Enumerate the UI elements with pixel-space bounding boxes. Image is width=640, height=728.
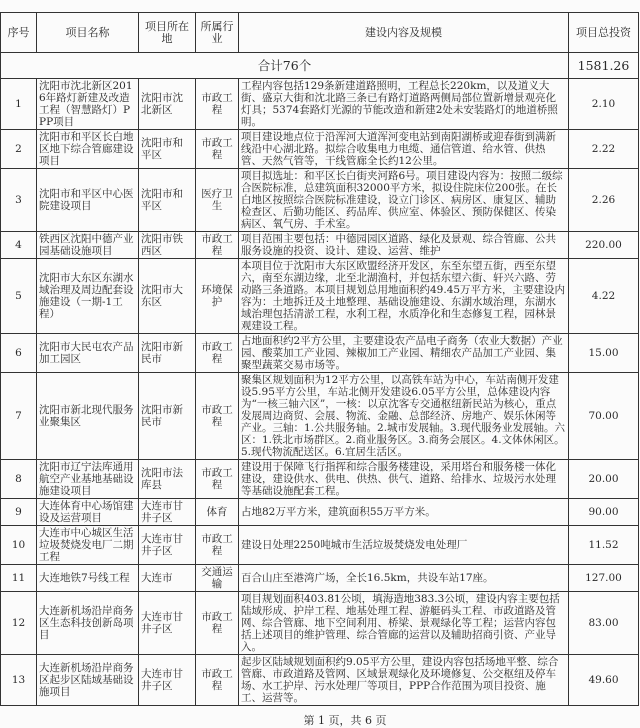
table-row (1, 499, 639, 526)
table-row (1, 460, 639, 499)
cell-name: 沈阳市大东区东湖水域治理及周边配套设施建设（一期-1工程） (37, 259, 139, 334)
header-investment: 项目总投资 (569, 13, 639, 53)
cell-content: 项目拟选址：和平区长白街夹河路6号。项目建设内容为：按照二级综合医院标准，总建筑面积32000平方米，拟设住院床位200张。在长白地区按照综合医院标准建设，设立门诊区、病房区、康复区、辅助检查区、后勤功能区、药品库、供应室、体验区、预防保健区、传染病区、氧气房、手术室。 (239, 169, 569, 232)
cell-name: 大连体育中心场馆建设及运营项目 (37, 499, 139, 526)
header-seq: 序号 (1, 13, 37, 53)
table-row (1, 526, 639, 565)
cell-location: 沈阳市和平区 (139, 169, 196, 232)
cell-name: 沈阳市新北现代服务业聚集区 (37, 373, 139, 460)
cell-location: 大连市甘井子区 (139, 655, 196, 706)
cell-seq: 1 (1, 79, 37, 130)
cell-seq: 4 (1, 232, 37, 259)
cell-name: 沈阳市大民屯农产品加工园区 (37, 334, 139, 373)
table-row (1, 259, 639, 334)
cell-name: 铁西区沈阳中德产业园基础设施项目 (37, 232, 139, 259)
cell-industry: 市政工程 (196, 232, 239, 259)
table-row (1, 592, 639, 655)
cell-location: 大连市 (139, 565, 196, 592)
cell-industry: 市政工程 (196, 79, 239, 130)
cell-name: 大连新机场沿岸商务区生态科技创新岛项目 (37, 592, 139, 655)
cell-investment: 70.00 (569, 373, 639, 460)
header-row (1, 13, 639, 53)
cell-industry: 市政工程 (196, 592, 239, 655)
cell-investment: 2.22 (569, 130, 639, 169)
cell-investment: 2.10 (569, 79, 639, 130)
project-table (0, 12, 639, 706)
table-row (1, 373, 639, 460)
cell-investment: 220.00 (569, 232, 639, 259)
cell-content: 百合山庄至港湾广场，全长16.5km，共设车站17座。 (239, 565, 569, 592)
cell-name: 沈阳市辽宁法库通用航空产业基地基础设施建设项目 (37, 460, 139, 499)
header-industry: 所属行业 (196, 13, 239, 53)
cell-seq: 6 (1, 334, 37, 373)
cell-content: 工程内容包括129条新建道路照明，工程总长220km，以及道义大街、盛京大街和沈北路三条已有路灯道路两侧局部位置新增景观亮化灯具；5374套路灯光源的节能改造和新建2处未安装路灯的地道桥照明。 (239, 79, 569, 130)
cell-content: 项目规划面积403.81公顷，填海造地383.3公顷，建设内容主要包括陆域形成、护岸工程、地基处理工程、游艇码头工程、市政道路及管网、综合管廊、地下空间利用、桥梁、景观绿化等工程；运营内容包括上述项目的维护管理、综合管廊的运营以及辅助招商引资、产业导入。 (239, 592, 569, 655)
table-row (1, 169, 639, 232)
total-value: 1581.26 (569, 53, 639, 79)
cell-seq: 3 (1, 169, 37, 232)
cell-industry: 市政工程 (196, 655, 239, 706)
total-label: 合计76个 (1, 53, 569, 79)
cell-investment: 49.60 (569, 655, 639, 706)
cell-name: 大连市中心城区生活垃圾焚烧发电厂二期工程 (37, 526, 139, 565)
cell-investment: 2.26 (569, 169, 639, 232)
header-location: 项目所在地 (139, 13, 196, 53)
cell-content: 建设用于保障飞行指挥和综合服务楼建设，采用塔台和服务楼一体化建设，建设供水、供电、供热、供气、道路、给排水、垃圾污水处理等基础设施配套工程。 (239, 460, 569, 499)
cell-content: 占地82万平方米，建筑面积55万平方米。 (239, 499, 569, 526)
header-name: 项目名称 (37, 13, 139, 53)
cell-location: 大连市甘井子区 (139, 592, 196, 655)
cell-investment: 127.00 (569, 565, 639, 592)
cell-location: 沈阳市法库县 (139, 460, 196, 499)
cell-content: 项目建设地点位于沿浑河大道浑河变电站到南阳湖桥或迎春街到满新线沿中心湖北路。拟综合收集电力电缆、通信管道、给水管、供热管、天然气管等，干线管廊全长约12公里。 (239, 130, 569, 169)
cell-investment: 11.52 (569, 526, 639, 565)
cell-content: 占地面积约2平方公里，主要建设农产品电子商务（农业大数据）产业园、酸菜加工产业园、辣椒加工产业园、精细农产品加工产业园、集聚型蔬菜交易市场等。 (239, 334, 569, 373)
header-content: 建设内容及规模 (239, 13, 569, 53)
cell-seq: 8 (1, 460, 37, 499)
cell-investment: 4.22 (569, 259, 639, 334)
cell-seq: 13 (1, 655, 37, 706)
cell-location: 大连市甘井子区 (139, 499, 196, 526)
cell-location: 沈阳市新民市 (139, 334, 196, 373)
cell-industry: 环境保护 (196, 259, 239, 334)
total-row (1, 53, 639, 79)
cell-seq: 12 (1, 592, 37, 655)
cell-seq: 5 (1, 259, 37, 334)
cell-seq: 2 (1, 130, 37, 169)
table-row (1, 130, 639, 169)
cell-location: 大连市甘井子区 (139, 526, 196, 565)
page-footer: 第 1 页，共 6 页 (303, 714, 387, 727)
cell-name: 沈阳市和平区长白地区地下综合管廊建设项目 (37, 130, 139, 169)
cell-industry: 交通运输 (196, 565, 239, 592)
cell-content: 项目范围主要包括：中德园园区道路、绿化及景观、综合管廊、公共服务设施的投资、设计、建设、运营、维护 (239, 232, 569, 259)
cell-location: 沈阳市和平区 (139, 130, 196, 169)
cell-content: 本项目位于沈阳市大东区欧盟经济开发区，东至东望五街，西至东望六，南至东湖边缘，北至北湖渔村，并包括东望六街、轩兴六路、劳动路三条道路。本项目规划总用地面积约49.45万平方米，主要建设内容为：土地拆迁及土地整理、基础设施建设、东湖水域治理，东湖水域治理包括清淤工程，水利工程，水质净化和生态修复工程，园林景观建设工程。 (239, 259, 569, 334)
table-row (1, 334, 639, 373)
cell-industry: 体育 (196, 499, 239, 526)
cell-industry: 市政工程 (196, 130, 239, 169)
table-row (1, 79, 639, 130)
cell-location: 沈阳市新民市 (139, 373, 196, 460)
cell-name: 沈阳市和平区中心医院建设项目 (37, 169, 139, 232)
cell-seq: 11 (1, 565, 37, 592)
cell-content: 起步区陆域规划面积约9.05平方公里，建设内容包括场地平整、综合管廊、市政道路及管网、区域景观绿化及环境修复、公交枢纽及停车场、水工护岸、污水处理厂等项目，PPP合作范围为项目投资、施工、运营等。 (239, 655, 569, 706)
cell-seq: 10 (1, 526, 37, 565)
table-row (1, 655, 639, 706)
cell-location: 沈阳市铁西区 (139, 232, 196, 259)
cell-investment: 90.00 (569, 499, 639, 526)
cell-investment: 15.00 (569, 334, 639, 373)
cell-industry: 市政工程 (196, 526, 239, 565)
table-row (1, 565, 639, 592)
cell-name: 沈阳市沈北新区2016年路灯新建及改造工程（智慧路灯）PPP项目 (37, 79, 139, 130)
table-row (1, 232, 639, 259)
cell-industry: 医疗卫生 (196, 169, 239, 232)
cell-seq: 7 (1, 373, 37, 460)
cell-content: 建设日处理2250吨城市生活垃圾焚烧发电处理厂 (239, 526, 569, 565)
cell-investment: 83.00 (569, 592, 639, 655)
cell-name: 大连地铁7号线工程 (37, 565, 139, 592)
cell-location: 沈阳市大东区 (139, 259, 196, 334)
cell-seq: 9 (1, 499, 37, 526)
cell-industry: 市政工程 (196, 334, 239, 373)
cell-location: 沈阳市沈北新区 (139, 79, 196, 130)
cell-industry: 市政工程 (196, 373, 239, 460)
cell-industry: 市政工程 (196, 460, 239, 499)
cell-name: 大连新机场沿岸商务区起步区陆域基础设施项目 (37, 655, 139, 706)
cell-content: 聚集区规划面积为12平方公里，以高铁车站为中心，车站南侧开发建设5.95平方公里，车站北侧开发建设6.05平方公里，总体建设内容为“一核三轴六区”，一核：以京沈客专交通枢纽新民站为核心，重点发展周边商贸、会展、物流、金融、总部经济、房地产、娱乐休闲等产业。三轴：1.公共服务轴。2.城市发展轴。3.现代服务业发展轴。六区：1.铁北市场群区。2.商业服务区。3.商务会展区。4.文体休闲区。5.现代物流配送区。6.宜居生活区。 (239, 373, 569, 460)
cell-investment: 20.00 (569, 460, 639, 499)
